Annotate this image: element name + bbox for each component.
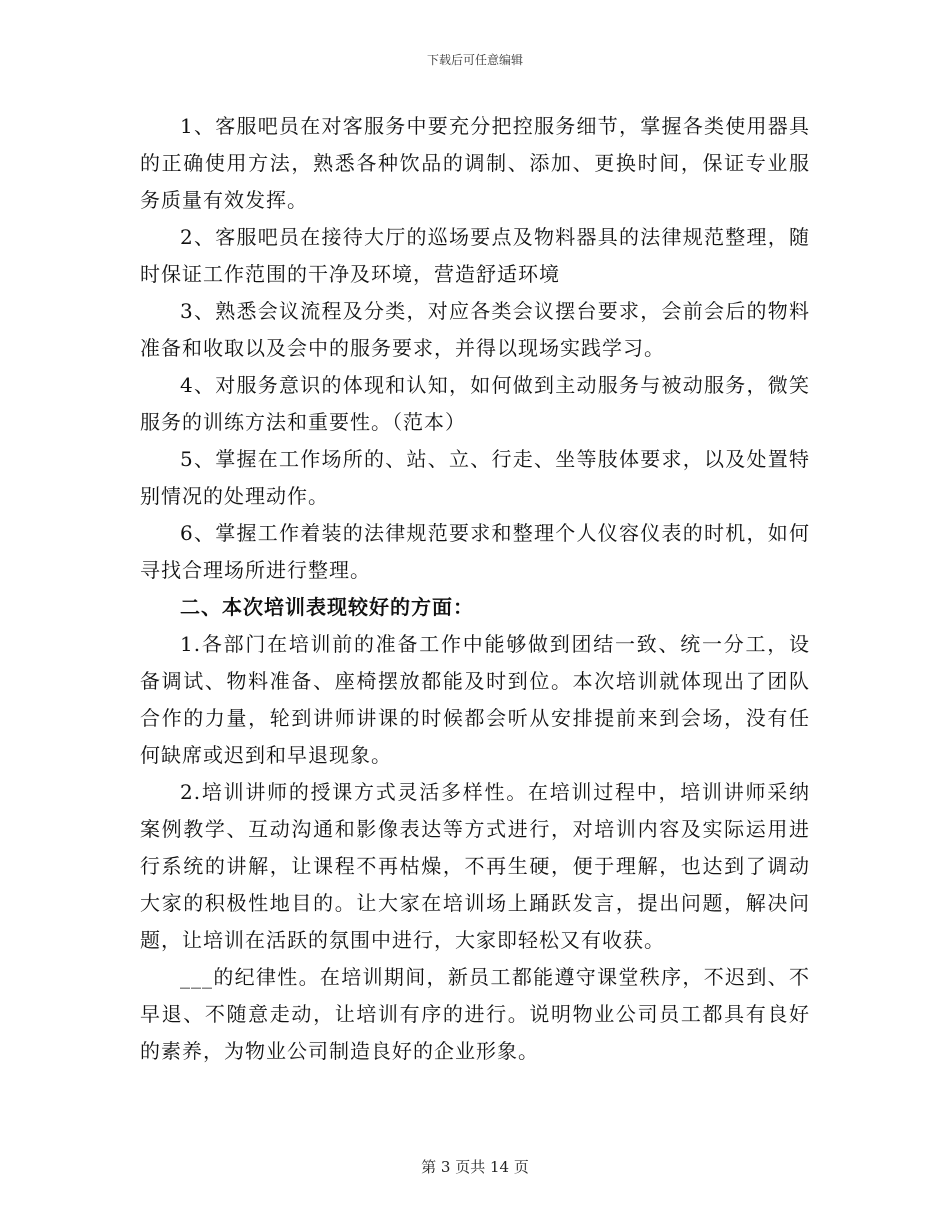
paragraph-item-6: 6、掌握工作着装的法律规范要求和整理个人仪容仪表的时机，如何寻找合理场所进行整理。 <box>140 521 810 582</box>
page-footer: 第 3 页共 14 页 <box>421 1158 529 1176</box>
paragraph-strength-3: ___的纪律性。在培训期间，新员工都能遵守课堂秩序，不迟到、不早退、不随意走动，让培训有序的进行。说明物业公司员工都具有良好的素养，为物业公司制造良好的企业形象。 <box>140 965 810 1063</box>
paragraph-strength-1: 1.各部门在培训前的准备工作中能够做到团结一致、统一分工，设备调试、物料准备、座椅摆放都能及时到位。本次培训就体现出了团队合作的力量，轮到讲师讲课的时候都会听从安排提前来到会场，没有任何缺席或迟到和早退现象。 <box>140 632 810 767</box>
paragraph-item-5: 5、掌握在工作场所的、站、立、行走、坐等肢体要求，以及处置特别情况的处理动作。 <box>140 447 810 508</box>
paragraph-item-2: 2、客服吧员在接待大厅的巡场要点及物料器具的法律规范整理，随时保证工作范围的干净及环境，营造舒适环境 <box>140 225 810 286</box>
document-body <box>140 108 810 1070</box>
paragraph-item-3: 3、熟悉会议流程及分类，对应各类会议摆台要求，会前会后的物料准备和收取以及会中的服务要求，并得以现场实践学习。 <box>140 299 810 360</box>
paragraph-strength-2: 2.培训讲师的授课方式灵活多样性。在培训过程中，培训讲师采纳案例教学、互动沟通和影像表达等方式进行，对培训内容及实际运用进行系统的讲解，让课程不再枯燥，不再生硬，便于理解，也达到了调动大家的积极性地目的。让大家在培训场上踊跃发言，提出问题，解决问题，让培训在活跃的氛围中进行，大家即轻松又有收获。 <box>140 780 810 952</box>
page-header: 下载后可任意编辑 <box>426 53 523 67</box>
paragraph-item-1: 1、客服吧员在对客服务中要充分把控服务细节，掌握各类使用器具的正确使用方法，熟悉各种饮品的调制、添加、更换时间，保证专业服务质量有效发挥。 <box>140 114 810 212</box>
section-heading: 二、本次培训表现较好的方面： <box>180 595 474 619</box>
paragraph-item-4: 4、对服务意识的体现和认知，如何做到主动服务与被动服务，微笑服务的训练方法和重要性。（范本） <box>140 373 810 434</box>
